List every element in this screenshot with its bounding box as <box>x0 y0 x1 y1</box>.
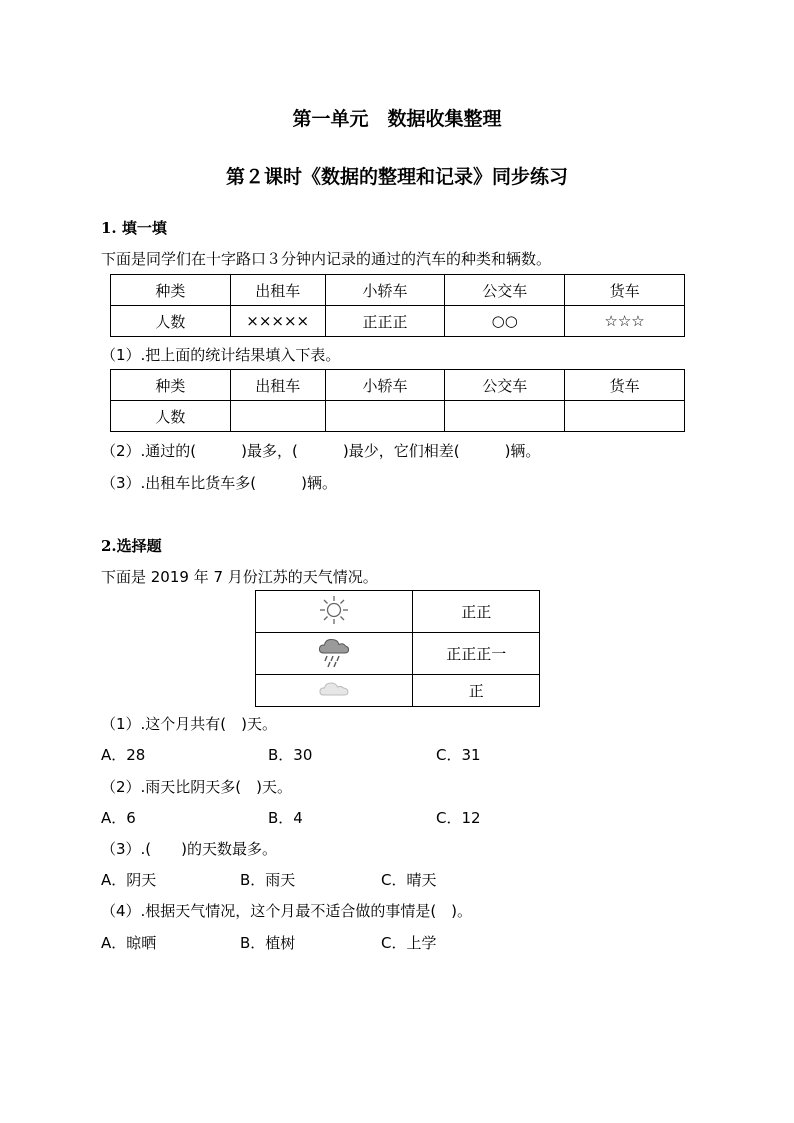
q1-part1: （1）.把上面的统计结果填入下表。 <box>101 346 341 364</box>
q2-sub2-option-c[interactable]: C．12 <box>436 809 481 827</box>
q1-heading: 1. 填一填 <box>101 219 167 237</box>
answer-cell[interactable] <box>445 401 565 432</box>
q2-sub4-question: （4）.根据天气情况，这个月最不适合做的事情是( )。 <box>101 902 473 920</box>
header-cell: 种类 <box>111 370 231 401</box>
q2-intro: 下面是 2019 年 7 月份江苏的天气情况。 <box>101 568 378 586</box>
header-cell: 小轿车 <box>325 370 445 401</box>
q2-sub3-option-a[interactable]: A．阴天 <box>101 871 157 889</box>
rain-cloud-icon <box>317 636 351 668</box>
q2-heading: 2.选择题 <box>101 537 162 555</box>
tally-cell: 正正正 <box>325 306 445 337</box>
q2-sub3-question: （3）.( )的天数最多。 <box>101 840 278 858</box>
row-label-cell: 人数 <box>111 401 231 432</box>
answer-cell[interactable] <box>230 401 325 432</box>
weather-table <box>255 590 540 707</box>
q2-sub4-option-a[interactable]: A．晾晒 <box>101 934 157 952</box>
q2-sub1-option-a[interactable]: A．28 <box>101 746 146 764</box>
header-cell: 公交车 <box>445 370 565 401</box>
weather-tally-cell: 正正正一 <box>413 633 540 675</box>
tally-cell: ☆☆☆ <box>565 306 685 337</box>
row-label-cell: 人数 <box>111 306 231 337</box>
car-count-table <box>110 369 685 432</box>
sun-icon <box>319 595 349 625</box>
tally-cell: ××××× <box>230 306 325 337</box>
q2-sub4-option-c[interactable]: C．上学 <box>381 934 437 952</box>
weather-icon-cell <box>256 675 413 707</box>
q2-sub2-option-b[interactable]: B．4 <box>268 809 303 827</box>
page-subtitle: 第２课时《数据的整理和记录》同步练习 <box>225 166 568 188</box>
header-cell: 种类 <box>111 275 231 306</box>
weather-icon-cell <box>256 633 413 675</box>
answer-cell[interactable] <box>565 401 685 432</box>
q2-sub4-option-b[interactable]: B．植树 <box>240 934 296 952</box>
page-title: 第一单元 数据收集整理 <box>292 108 502 130</box>
car-tally-table <box>110 274 685 337</box>
q1-part3: （3）.出租车比货车多( )辆。 <box>101 474 338 492</box>
q2-sub3-option-b[interactable]: B．雨天 <box>240 871 296 889</box>
header-cell: 出租车 <box>230 275 325 306</box>
header-cell: 小轿车 <box>325 275 445 306</box>
q1-part2: （2）.通过的( )最多，( )最少，它们相差( )辆。 <box>101 442 541 460</box>
q2-sub1-option-b[interactable]: B．30 <box>268 746 313 764</box>
q2-sub1-question: （1）.这个月共有( )天。 <box>101 715 278 733</box>
q1-intro: 下面是同学们在十字路口３分钟内记录的通过的汽车的种类和辆数。 <box>101 250 552 268</box>
weather-tally-cell: 正正 <box>413 591 540 633</box>
header-cell: 出租车 <box>230 370 325 401</box>
header-cell: 公交车 <box>445 275 565 306</box>
weather-icon-cell <box>256 591 413 633</box>
q2-sub2-question: （2）.雨天比阴天多( )天。 <box>101 778 293 796</box>
tally-cell: ○○ <box>445 306 565 337</box>
q2-sub1-option-c[interactable]: C．31 <box>436 746 481 764</box>
header-cell: 货车 <box>565 370 685 401</box>
q2-sub2-option-a[interactable]: A．6 <box>101 809 136 827</box>
q2-sub3-option-c[interactable]: C．晴天 <box>381 871 437 889</box>
header-cell: 货车 <box>565 275 685 306</box>
weather-tally-cell: 正 <box>413 675 540 707</box>
cloud-icon <box>318 680 350 698</box>
answer-cell[interactable] <box>325 401 445 432</box>
